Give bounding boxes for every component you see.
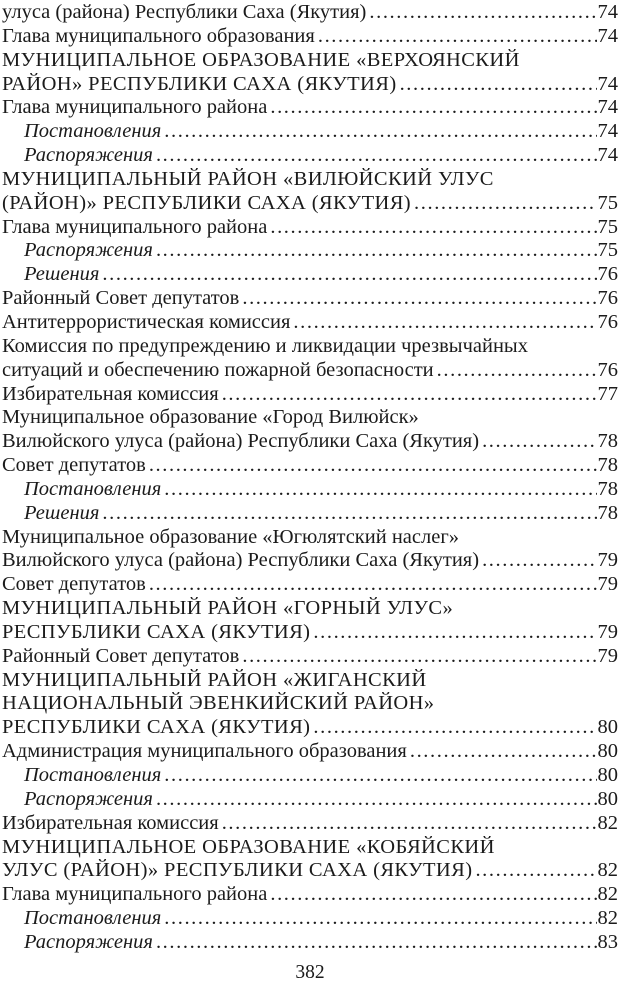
toc-entry-text: Распоряжения [24, 787, 153, 810]
toc-entry-text: Постановления [24, 120, 162, 143]
toc-entry-page: 76 [597, 358, 618, 381]
toc-entry [2, 502, 618, 526]
toc-entry [2, 1, 618, 25]
toc-entry-page: 82 [597, 859, 618, 882]
dot-leader [102, 263, 596, 287]
dot-leader [222, 383, 597, 407]
dot-leader [156, 931, 597, 955]
toc-entry-page: 74 [597, 24, 618, 47]
dot-leader [318, 25, 597, 49]
toc-entry [2, 263, 618, 287]
toc-entry-page: 74 [597, 144, 618, 167]
dot-leader [369, 1, 596, 25]
dot-leader [482, 549, 596, 573]
toc-entry [2, 836, 618, 860]
toc-entry [2, 287, 618, 311]
toc-entry-text: Глава муниципального района [2, 96, 268, 119]
toc-entry-page: 78 [597, 477, 618, 500]
toc-entry [2, 478, 618, 502]
dot-leader [475, 859, 596, 883]
toc-entry [2, 25, 618, 49]
toc-entry [2, 73, 618, 97]
dot-leader [102, 502, 596, 526]
toc-entry-page: 79 [597, 644, 618, 667]
toc-entry [2, 383, 618, 407]
dot-leader [410, 740, 597, 764]
toc-entry [2, 144, 618, 168]
toc-entry-page: 79 [597, 549, 618, 572]
dot-leader [164, 764, 596, 788]
toc-entry-text: Постановления [24, 907, 162, 930]
dot-leader [164, 478, 596, 502]
toc-entry [2, 359, 618, 383]
dot-leader [270, 96, 596, 120]
toc-entry-page: 77 [597, 382, 618, 405]
toc-entry-text: (РАЙОН)» РЕСПУБЛИКИ САХА (ЯКУТИЯ) [2, 191, 412, 214]
toc-entry [2, 49, 618, 73]
toc-entry [2, 859, 618, 883]
toc-entry [2, 335, 618, 359]
toc-entry [2, 597, 618, 621]
toc-entry [2, 716, 618, 740]
toc-entry-page: 74 [597, 72, 618, 95]
toc-entry-page: 76 [597, 310, 618, 333]
toc-entry [2, 120, 618, 144]
toc-entry-text: Постановления [24, 764, 162, 786]
toc-entry-text: РЕСПУБЛИКИ САХА (ЯКУТИЯ) [2, 716, 311, 739]
toc-entry-page: 80 [597, 764, 618, 786]
toc-entry-text: Избирательная комиссия [2, 811, 219, 834]
toc-entry-page: 78 [597, 430, 618, 453]
toc-entry [2, 216, 618, 240]
toc-entry [2, 740, 618, 764]
toc-entry-text: РЕСПУБЛИКИ САХА (ЯКУТИЯ) [2, 620, 311, 643]
toc-entry-page: 75 [597, 239, 618, 262]
toc-entry-page: 76 [597, 263, 618, 286]
toc-entry [2, 311, 618, 335]
toc-entry-page: 74 [597, 1, 618, 23]
toc-entry-page: 76 [597, 287, 618, 310]
toc-entry-text: Вилюйского улуса (района) Республики Саха (Якутия) [2, 430, 480, 453]
toc-entry-text: УЛУС (РАЙОН)» РЕСПУБЛИКИ САХА (ЯКУТИЯ) [2, 859, 473, 882]
toc-entry-text: Избирательная комиссия [2, 382, 219, 405]
toc-list [2, 1, 618, 955]
toc-entry-text: Вилюйского улуса (района) Республики Саха (Якутия) [2, 549, 480, 572]
toc-entry-page: 74 [597, 120, 618, 143]
toc-entry [2, 239, 618, 263]
dot-leader [270, 216, 596, 240]
toc-entry-text: Решения [24, 263, 100, 286]
toc-entry-text: МУНИЦИПАЛЬНЫЙ РАЙОН «ВИЛЮЙСКИЙ УЛУС [2, 167, 494, 190]
dot-leader [156, 144, 597, 168]
toc-entry-text: Совет депутатов [2, 454, 146, 477]
toc-entry-page: 79 [597, 573, 618, 596]
toc-entry-text: улуса (района) Республики Саха (Якутия) [2, 1, 367, 23]
toc-entry-page: 74 [597, 96, 618, 119]
dot-leader [164, 907, 596, 931]
toc-entry-page: 80 [597, 716, 618, 739]
toc-entry-text: Районный Совет депутатов [2, 644, 240, 667]
dot-leader [242, 645, 596, 669]
toc-entry-page: 82 [597, 907, 618, 930]
toc-entry-text: Глава муниципального образования [2, 24, 315, 47]
toc-entry-page: 75 [597, 215, 618, 238]
toc-entry [2, 907, 618, 931]
dot-leader [313, 716, 596, 740]
dot-leader [242, 287, 596, 311]
dot-leader [437, 359, 597, 383]
toc-entry-text: Районный Совет депутатов [2, 287, 240, 310]
dot-leader [164, 120, 596, 144]
dot-leader [156, 788, 597, 812]
toc-entry [2, 549, 618, 573]
toc-entry-text: НАЦИОНАЛЬНЫЙ ЭВЕНКИЙСКИЙ РАЙОН» [2, 692, 435, 715]
toc-entry [2, 812, 618, 836]
toc-entry-text: Решения [24, 501, 100, 524]
toc-entry-text: Распоряжения [24, 239, 153, 262]
toc-entry [2, 430, 618, 454]
dot-leader [156, 239, 597, 263]
toc-entry [2, 883, 618, 907]
dot-leader [400, 73, 597, 97]
toc-entry [2, 454, 618, 478]
toc-entry-text: Распоряжения [24, 144, 153, 167]
toc-entry-text: МУНИЦИПАЛЬНОЕ ОБРАЗОВАНИЕ «КОБЯЙСКИЙ [2, 835, 495, 858]
dot-leader [149, 454, 597, 478]
toc-entry-text: МУНИЦИПАЛЬНЫЙ РАЙОН «ГОРНЫЙ УЛУС» [2, 597, 454, 620]
toc-entry-text: Муниципальное образование «Югюлятский наслег» [2, 525, 459, 548]
toc-entry [2, 764, 618, 788]
toc-entry [2, 526, 618, 550]
toc-entry [2, 788, 618, 812]
toc-entry-page: 75 [597, 191, 618, 214]
toc-entry-text: Постановления [24, 477, 162, 500]
toc-entry [2, 406, 618, 430]
dot-leader [222, 812, 597, 836]
toc-entry-text: РАЙОН» РЕСПУБЛИКИ САХА (ЯКУТИЯ) [2, 72, 397, 95]
toc-entry [2, 621, 618, 645]
toc-entry-page: 82 [597, 883, 618, 906]
dot-leader [149, 573, 597, 597]
dot-leader [270, 883, 596, 907]
page-number: 382 [295, 961, 325, 983]
toc-entry-text: Глава муниципального района [2, 215, 268, 238]
toc-entry-text: Распоряжения [24, 930, 153, 953]
toc-entry-page: 78 [597, 501, 618, 524]
toc-entry-page: 79 [597, 620, 618, 643]
toc-entry [2, 692, 618, 716]
toc-entry-page: 78 [597, 454, 618, 477]
dot-leader [293, 311, 596, 335]
toc-entry [2, 645, 618, 669]
toc-entry-text: ситуаций и обеспечению пожарной безопасности [2, 358, 434, 381]
dot-leader [482, 430, 596, 454]
toc-entry [2, 192, 618, 216]
toc-entry-text: Администрация муниципального образования [2, 740, 407, 763]
toc-entry [2, 573, 618, 597]
toc-entry [2, 168, 618, 192]
toc-entry-page: 82 [597, 811, 618, 834]
toc-entry-page: 80 [597, 787, 618, 810]
toc-entry-text: Глава муниципального района [2, 883, 268, 906]
toc-entry [2, 931, 618, 955]
toc-entry-text: Совет депутатов [2, 573, 146, 596]
toc-entry-page: 83 [597, 930, 618, 953]
toc-entry-text: Муниципальное образование «Город Вилюйск» [2, 406, 419, 429]
dot-leader [313, 621, 596, 645]
dot-leader [414, 192, 596, 216]
toc-entry-text: МУНИЦИПАЛЬНОЕ ОБРАЗОВАНИЕ «ВЕРХОЯНСКИЙ [2, 48, 520, 71]
toc-entry-text: Антитеррористическая комиссия [2, 310, 291, 333]
toc-entry [2, 669, 618, 693]
toc-entry-text: Комиссия по предупреждению и ликвидации чрезвычайных [2, 334, 528, 357]
toc-entry-page: 80 [597, 740, 618, 763]
toc-entry-text: МУНИЦИПАЛЬНЫЙ РАЙОН «ЖИГАНСКИЙ [2, 668, 427, 691]
toc-entry [2, 96, 618, 120]
